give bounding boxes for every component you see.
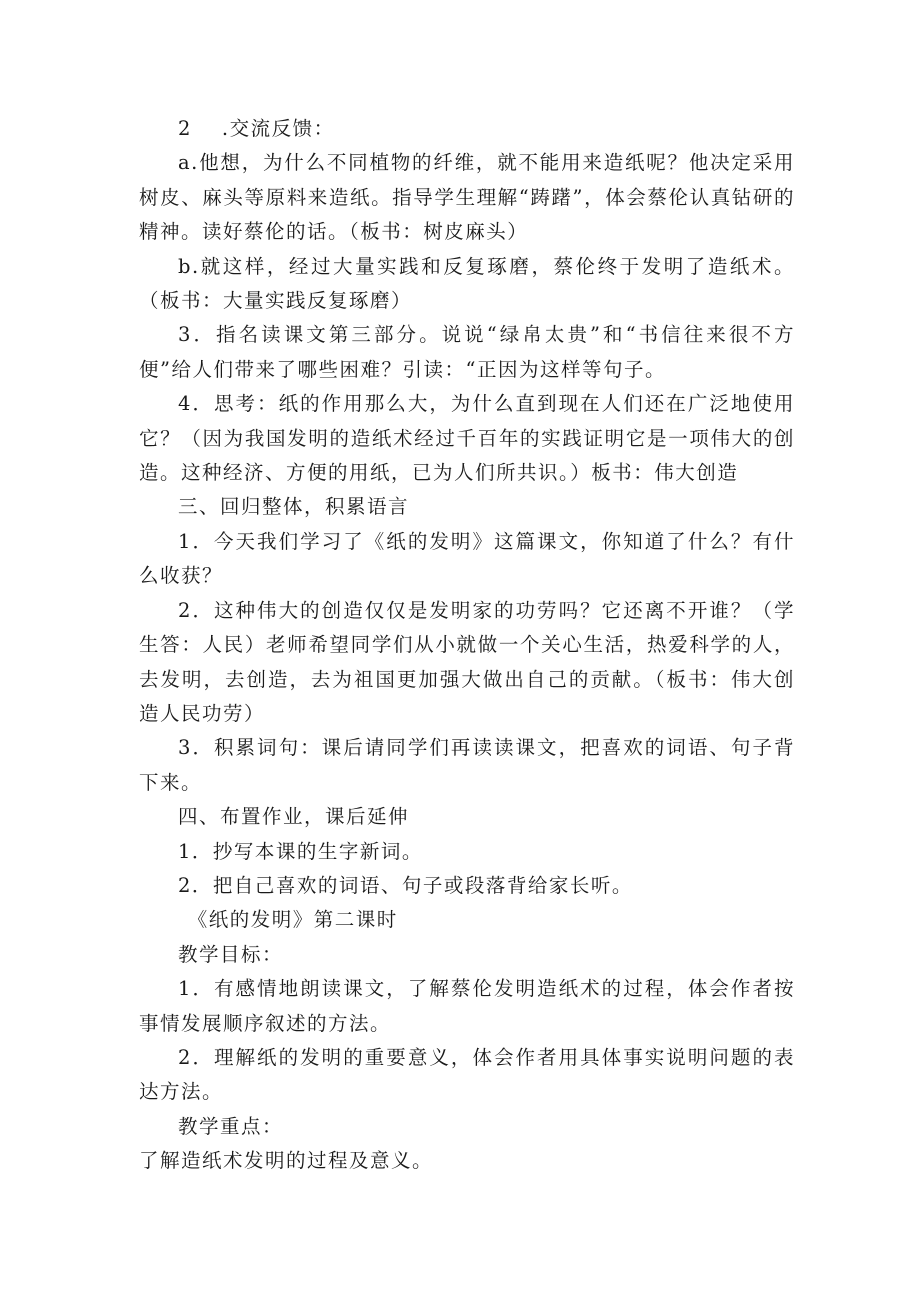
paragraph-b: b.就这样，经过大量实践和反复琢磨，蔡伦终于发明了造纸术。（板书：大量实践反复琢磨） (139, 254, 795, 313)
objective-1: 1．有感情地朗读课文，了解蔡伦发明造纸术的过程，体会作者按事情发展顺序叙述的方法。 (139, 977, 795, 1035)
section-3-item-3: 3．积累词句：课后请同学们再读读课文，把喜欢的词语、句子背下来。 (139, 736, 795, 794)
step-4: 4．思考：纸的作用那么大，为什么直到现在人们还在广泛地使用它？（因为我国发明的造纸术经过千百年的实践证明它是一项伟大的创造。这种经济、方便的用纸，已为人们所共识。）板书：伟大创造 (139, 392, 795, 485)
paragraph-a: a.他想，为什么不同植物的纤维，就不能用来造纸呢？他决定采用树皮、麻头等原料来造纸。指导学生理解“踌躇”，体会蔡伦认真钻研的精神。读好蔡伦的话。（板书：树皮麻头） (139, 151, 795, 244)
section-3-heading: 三、回归整体，积累语言 (178, 495, 410, 519)
step-2-label: .交流反馈： (221, 117, 335, 140)
objective-2: 2．理解纸的发明的重要意义，体会作者用具体事实说明问题的表达方法。 (139, 1045, 795, 1104)
section-3-item-1: 1．今天我们学习了《纸的发明》这篇课文，你知道了什么？有什么收获？ (139, 529, 795, 588)
step-2-heading (139, 112, 795, 146)
keypoints-heading: 教学重点： (178, 1114, 284, 1138)
objectives-heading: 教学目标： (178, 942, 284, 966)
document-body (139, 112, 795, 1179)
step-2-number: 2 (178, 117, 192, 140)
section-4-item-1: 1．抄写本课的生字新词。 (178, 839, 423, 863)
keypoint-1: 了解造纸术发明的过程及意义。 (139, 1149, 434, 1173)
section-3-item-2: 2．这种伟大的创造仅仅是发明家的功劳吗？它还离不开谁？（学生答：人民）老师希望同学们从小就做一个关心生活，热爱科学的人，去发明，去创造，去为祖国更加强大做出自己的贡献。（板书：伟大创造人民功劳） (139, 598, 795, 725)
section-4-item-2: 2．把自己喜欢的词语、句子或段落背给家长听。 (178, 873, 633, 897)
lesson-title: 《纸的发明》第二课时 (187, 908, 398, 932)
section-4-heading: 四、布置作业，课后延伸 (178, 805, 410, 829)
step-3: 3．指名读课文第三部分。说说“绿帛太贵”和“书信往来很不方便”给人们带来了哪些困难？引读：“正因为这样等句子。 (139, 323, 795, 381)
